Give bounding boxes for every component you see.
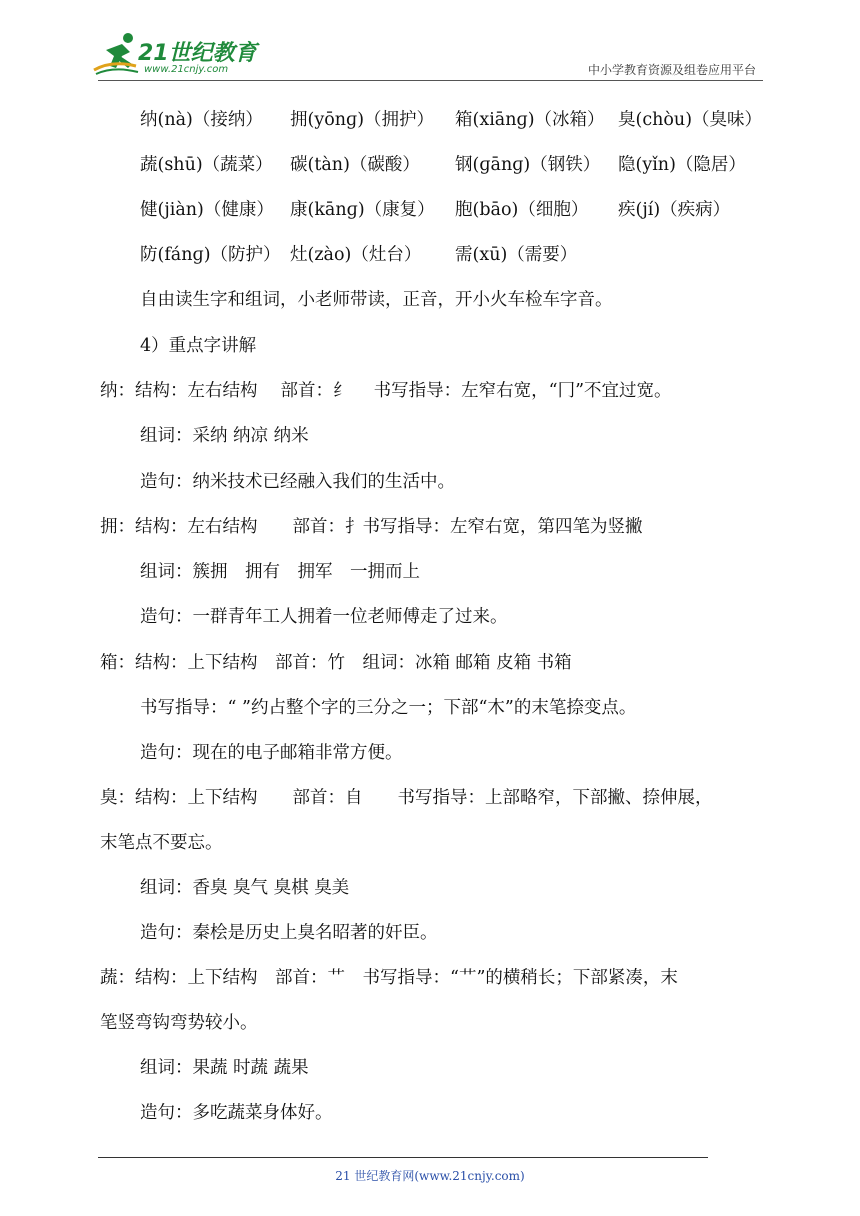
site-logo[interactable] [92,30,262,80]
vocab-item: 康(kānɡ)（康复） [290,200,435,220]
vocab-item: 蔬(shū)（蔬菜） [140,155,273,175]
vocab-item: 隐(yǐn)（隐居） [618,155,746,175]
xiang-sentence: 造句：现在的电子邮箱非常方便。 [140,743,403,763]
vocab-item: 需(xū)（需要） [455,245,578,265]
shu-structure: 蔬：结构：上下结构 部首：艹 书写指导：“艹”的横稍长；下部紧凑，末 [100,968,678,988]
vocab-item: 臭(chòu)（臭味） [618,110,763,130]
page-header [0,0,860,90]
logo-url-text: www.21cnjy.com [144,64,229,75]
shu-words: 组词：果蔬 时蔬 蔬果 [140,1058,309,1078]
header-divider [98,80,763,81]
section-title: 4）重点字讲解 [140,336,257,356]
vocab-item: 碳(tàn)（碳酸） [290,155,420,175]
vocab-item: 箱(xiānɡ)（冰箱） [455,110,605,130]
logo-brand-text: 21世纪教育 [138,41,257,66]
chou-structure: 臭：结构：上下结构 部首：自 书写指导：上部略窄，下部撇、捺伸展， [100,788,713,808]
vocab-item: 灶(zào)（灶台） [290,245,422,265]
vocab-item: 纳(nà)（接纳） [140,110,263,130]
shu-sentence: 造句：多吃蔬菜身体好。 [140,1103,333,1123]
header-platform-text: 中小学教育资源及组卷应用平台 [587,63,756,77]
chou-structure-cont: 末笔点不要忘。 [100,833,223,853]
vocab-item: 防(fánɡ)（防护） [140,245,281,265]
yong-words: 组词：簇拥 拥有 拥军 一拥而上 [140,562,420,582]
page-footer[interactable]: 21 世纪教育网(www.21cnjy.com) [335,1169,525,1183]
xiang-structure: 箱：结构：上下结构 部首：竹 组词：冰箱 邮箱 皮箱 书箱 [100,653,572,673]
yong-structure: 拥：结构：左右结构 部首：扌书写指导：左窄右宽，第四笔为竖撇 [100,517,643,537]
na-words: 组词：采纳 纳凉 纳米 [140,426,309,446]
shu-structure-cont: 笔竖弯钩弯势较小。 [100,1013,258,1033]
free-read-paragraph: 自由读生字和组词，小老师带读，正音，开小火车检车字音。 [140,290,613,310]
footer-divider [98,1157,708,1158]
yong-sentence: 造句：一群青年工人拥着一位老师傅走了过来。 [140,607,508,627]
vocab-item: 健(jiàn)（健康） [140,200,274,220]
vocab-item: 疾(jí)（疾病） [618,200,731,220]
chou-sentence: 造句：秦桧是历史上臭名昭著的奸臣。 [140,923,438,943]
vocab-item: 钢(ɡānɡ)（钢铁） [455,155,601,175]
runner-logo-icon [92,30,142,78]
vocab-item: 胞(bāo)（细胞） [455,200,589,220]
na-structure: 纳：结构：左右结构 部首：纟 书写指导：左窄右宽，“冂”不宜过宽。 [100,381,672,401]
vocab-item: 拥(yōnɡ)（拥护） [290,110,435,130]
na-sentence: 造句：纳米技术已经融入我们的生活中。 [140,472,455,492]
xiang-guide: 书写指导：“ ”约占整个字的三分之一；下部“木”的末笔捺变点。 [140,698,637,718]
chou-words: 组词：香臭 臭气 臭棋 臭美 [140,878,350,898]
